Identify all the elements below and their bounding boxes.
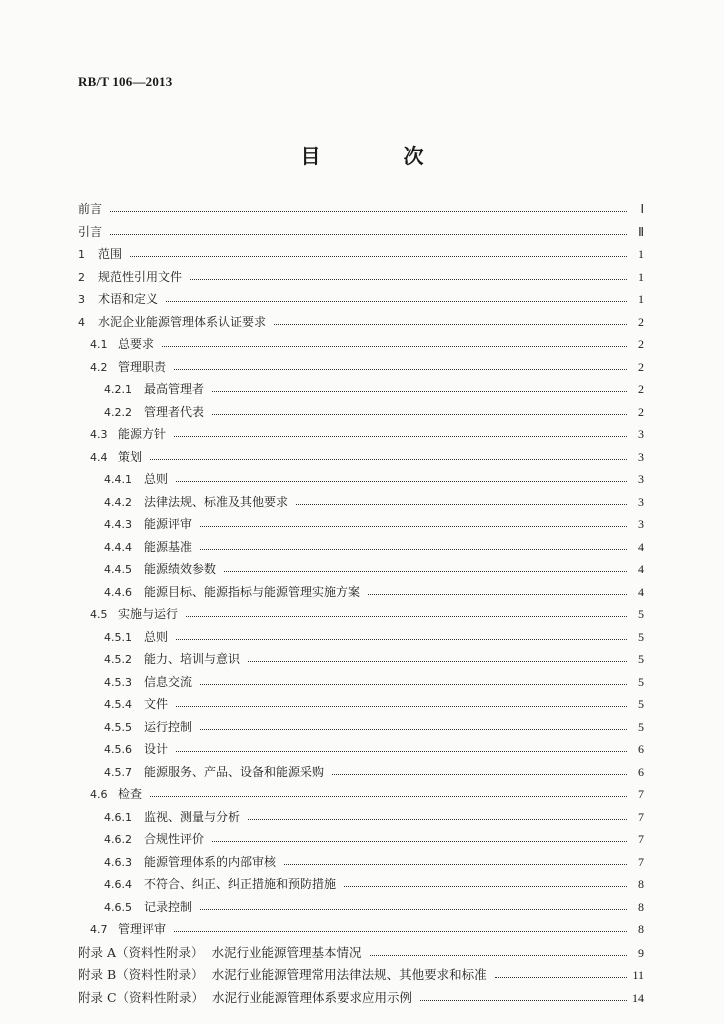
toc-entry-page: 1 [638,292,644,306]
toc-entry-number: 4.5.1 [104,630,132,644]
toc-entry-page: 2 [638,337,644,351]
dot-leader [495,965,627,978]
toc-entry-label: 水泥企业能源管理体系认证要求 [98,314,267,329]
dot-leader [200,897,627,910]
toc-entry-number: 2 [78,270,85,284]
toc-entry-page: 5 [638,719,644,734]
dot-leader [200,717,627,730]
toc-entry-number: 3 [78,293,85,306]
toc-entry-number: 4.4 [90,450,108,464]
toc-entry-page: 4 [638,562,644,576]
toc-entry[interactable] [78,223,644,246]
toc-title: 目 次 [300,144,462,168]
toc-entry[interactable] [78,673,644,696]
toc-entry[interactable] [78,853,644,876]
toc-entry[interactable] [78,560,644,583]
toc-entry-number: 4.6.1 [104,810,132,824]
dot-leader [176,694,627,707]
dot-leader [162,334,627,347]
toc-entry-page: 5 [638,652,644,666]
toc-entry-page: 5 [638,674,644,689]
toc-entry-page: 3 [638,517,644,531]
toc-entry-label: 总则 [144,472,169,486]
toc-entry[interactable] [78,965,644,988]
toc-entry-page: 8 [638,922,644,936]
toc-entry[interactable] [78,605,644,628]
toc-entry-page: 3 [638,472,644,486]
toc-entry-page: 3 [638,427,644,441]
toc-entry-page: 1 [638,269,644,284]
toc-entry-number: 4.5.2 [104,653,132,666]
toc-entry-number: 1 [78,248,85,261]
toc-entry-number: 附录 B（资料性附录） [78,967,204,982]
toc-entry-number: 4.5.7 [104,765,132,779]
toc-entry-number: 4.5.4 [104,698,132,711]
toc-entry-number: 4.5.5 [104,720,132,734]
toc-entry[interactable] [78,718,644,741]
dot-leader [174,424,627,437]
toc-entry-number: 4.2.2 [104,405,132,419]
dot-leader [174,919,627,932]
toc-entry-page: 6 [638,764,644,779]
toc-entry-label: 引言 [78,224,103,239]
toc-entry[interactable] [78,628,644,651]
toc-entry-label: 范围 [98,247,123,261]
toc-entry[interactable] [78,515,644,538]
toc-entry-label: 法律法规、标准及其他要求 [144,494,289,509]
toc-entry[interactable] [78,493,644,516]
document-code: RB/T 106—2013 [78,74,173,89]
toc-entry-number: 4.5.3 [104,675,132,689]
toc-entry-number: 4 [78,315,85,329]
dot-leader [332,762,627,775]
toc-entry-label: 能源方针 [118,427,167,441]
toc-entry-number: 附录 A（资料性附录） [78,944,204,960]
toc-entry-page: 3 [638,494,644,509]
toc-entry[interactable] [78,313,644,336]
dot-leader [166,289,627,302]
toc-entry-number: 4.6.2 [104,833,132,846]
toc-entry[interactable] [78,245,644,268]
toc-entry-page: Ⅱ [638,224,644,239]
toc-entry-number: 4.4.2 [104,495,132,509]
toc-entry-number: 4.3 [90,428,108,441]
toc-entry-page: 14 [632,990,644,1005]
toc-entry-label: 不符合、纠正、纠正措施和预防措施 [144,877,337,891]
dot-leader [176,627,627,640]
toc-entry-page: 4 [638,584,644,599]
toc-entry-number: 4.5.6 [104,743,132,756]
toc-entry-label: 能源目标、能源指标与能源管理实施方案 [144,584,361,599]
toc-entry-label: 最高管理者 [144,382,205,396]
toc-entry-label: 策划 [118,449,143,464]
toc-entry-number: 4.6.3 [104,855,132,869]
dot-leader [150,447,627,460]
toc-entry-label: 能力、培训与意识 [144,652,241,666]
toc-entry[interactable] [78,830,644,853]
toc-entry[interactable] [78,875,644,898]
toc-entry[interactable] [78,403,644,426]
dot-leader [296,492,627,505]
toc-entry[interactable] [78,380,644,403]
toc-entry-page: 7 [638,809,644,824]
toc-entry-label: 文件 [144,697,169,711]
table-of-contents [78,200,644,1010]
toc-entry-number: 4.1 [90,338,108,351]
toc-entry[interactable] [78,763,644,786]
toc-entry-page: 5 [638,629,644,644]
toc-entry[interactable] [78,290,644,313]
dot-leader [110,199,627,212]
toc-entry-label: 合规性评价 [144,832,205,846]
toc-entry-number: 4.4.4 [104,540,132,554]
toc-entry-label: 设计 [144,742,169,756]
toc-entry-number: 4.7 [90,923,108,936]
toc-entry-label: 信息交流 [144,674,193,689]
toc-entry-label: 水泥行业能源管理基本情况 [211,944,362,960]
dot-leader [130,244,627,257]
toc-entry-label: 规范性引用文件 [98,269,183,284]
dot-leader [212,829,627,842]
toc-entry[interactable] [78,808,644,831]
toc-entry-label: 管理评审 [118,922,167,936]
toc-entry-page: 5 [638,697,644,711]
toc-entry[interactable] [78,448,644,471]
dot-leader [368,582,627,595]
toc-entry-number: 4.6.4 [104,878,132,891]
toc-entry[interactable] [78,650,644,673]
toc-entry-label: 管理者代表 [144,404,205,419]
dot-leader [200,537,627,550]
toc-entry-page: 2 [638,404,644,419]
toc-entry-label: 能源服务、产品、设备和能源采购 [144,764,325,779]
dot-leader [212,379,627,392]
toc-entry[interactable] [78,920,644,943]
toc-entry-page: 7 [638,832,644,846]
toc-entry-label: 能源评审 [144,517,193,531]
toc-entry[interactable] [78,695,644,718]
toc-entry-label: 水泥行业能源管理体系要求应用示例 [212,989,413,1005]
toc-entry-page: 7 [638,787,644,801]
toc-entry-number: 4.2 [90,360,108,374]
dot-leader [344,874,627,887]
toc-entry-number: 4.2.1 [104,383,132,396]
toc-entry-label: 能源管理体系的内部审核 [144,854,277,869]
toc-entry-number: 4.4.3 [104,518,132,531]
toc-entry-page: 8 [638,899,644,914]
dot-leader [248,649,627,662]
dot-leader [224,559,627,572]
toc-entry[interactable] [78,538,644,561]
toc-entry[interactable] [78,785,644,808]
dot-leader [174,357,627,370]
toc-entry-number: 4.4.5 [104,563,132,576]
toc-entry[interactable] [78,898,644,921]
toc-entry-label: 总则 [144,629,169,644]
toc-entry[interactable] [78,470,644,493]
toc-entry-label: 记录控制 [144,899,193,914]
toc-entry[interactable] [78,358,644,381]
dot-leader [274,312,627,325]
toc-entry-label: 运行控制 [144,719,193,734]
dot-leader [176,739,627,752]
toc-entry[interactable] [78,583,644,606]
dot-leader [150,784,627,797]
dot-leader [284,852,627,865]
toc-entry-label: 能源基准 [144,539,193,554]
toc-entry-label: 前言 [78,202,103,216]
toc-entry-page: 8 [638,877,644,891]
dot-leader [176,469,627,482]
toc-entry-page: 5 [638,607,644,621]
toc-entry-label: 检查 [118,787,143,801]
toc-entry-number: 4.4.1 [104,473,132,486]
dot-leader [212,402,627,415]
toc-entry[interactable] [78,988,644,1011]
toc-entry[interactable] [78,268,644,291]
dot-leader [186,604,627,617]
toc-entry-page: 2 [638,314,644,329]
toc-entry-number: 4.5 [90,608,108,621]
dot-leader [420,988,627,1001]
toc-entry-number: 附录 C（资料性附录） [78,989,205,1005]
toc-entry-number: 4.6 [90,788,108,801]
toc-entry-label: 能源绩效参数 [144,562,217,576]
toc-entry-label: 管理职责 [118,359,167,374]
dot-leader [370,943,627,956]
toc-entry[interactable] [78,943,644,966]
dot-leader [190,267,627,280]
toc-entry-label: 监视、测量与分析 [144,809,241,824]
toc-entry-page: Ⅰ [640,202,644,216]
toc-entry[interactable] [78,200,644,223]
toc-entry-page: 1 [638,247,644,261]
toc-entry-label: 实施与运行 [118,607,179,621]
toc-entry-page: 6 [638,742,644,756]
toc-entry-number: 4.4.6 [104,585,132,599]
toc-entry-number: 4.6.5 [104,900,132,914]
toc-entry-page: 4 [638,539,644,554]
toc-entry-page: 2 [638,359,644,374]
toc-entry-page: 3 [638,449,644,464]
toc-entry-page: 9 [638,945,644,960]
toc-entry-page: 2 [638,382,644,396]
dot-leader [200,672,627,685]
dot-leader [110,222,627,235]
toc-entry-page: 11 [632,968,644,982]
toc-entry-label: 水泥行业能源管理常用法律法规、其他要求和标准 [211,967,487,982]
toc-entry[interactable] [78,740,644,763]
dot-leader [248,807,627,820]
toc-entry[interactable] [78,335,644,358]
toc-entry[interactable] [78,425,644,448]
toc-entry-label: 术语和定义 [98,292,159,306]
toc-entry-label: 总要求 [118,337,155,351]
toc-entry-page: 7 [638,854,644,869]
dot-leader [200,514,627,527]
